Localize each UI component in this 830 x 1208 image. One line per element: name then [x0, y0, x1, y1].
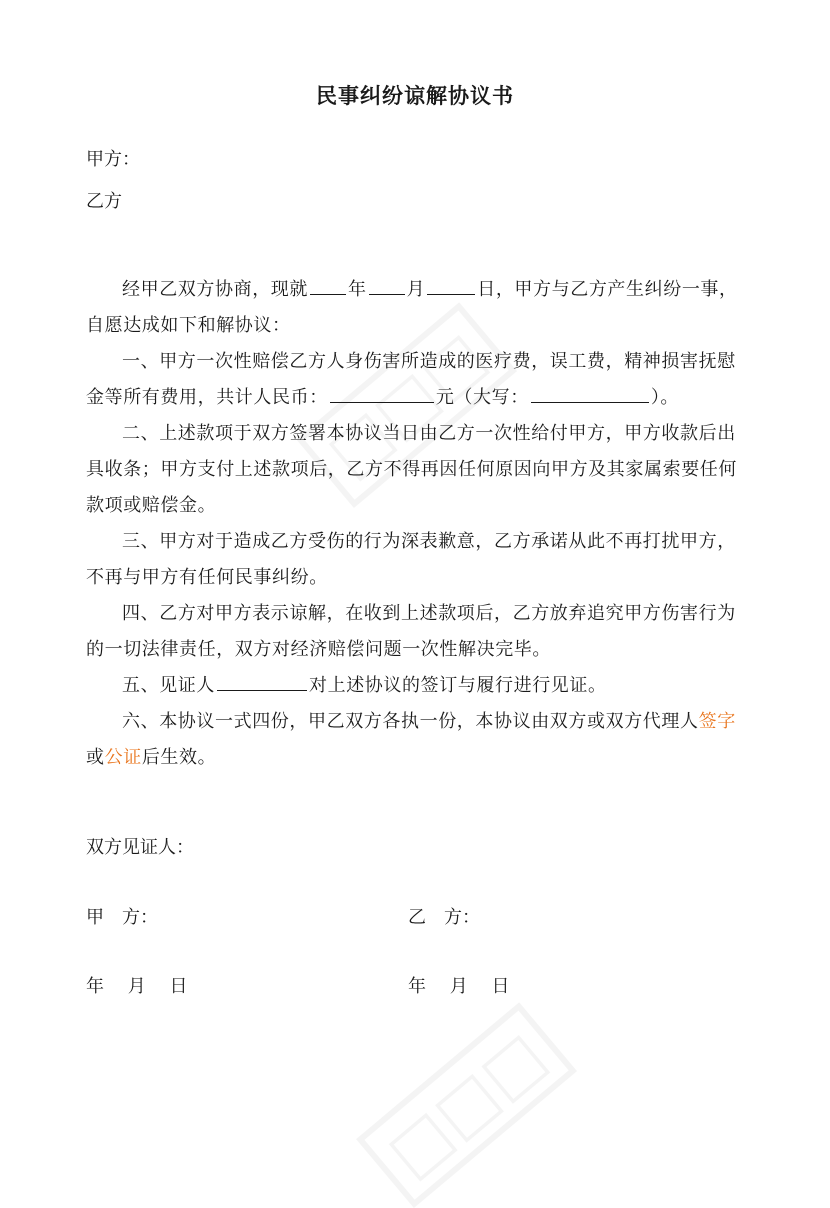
clause-3: 三、甲方对于造成乙方受伤的行为深表歉意，乙方承诺从此不再打扰甲方，不再与甲方有任何民事纠纷。: [86, 531, 736, 588]
clause-5-text: 五、见证人: [122, 675, 215, 696]
witness-label: 双方见证人：: [86, 837, 194, 858]
amount-uppercase-blank[interactable]: [531, 384, 649, 403]
clause-1-text: 一、甲方一次性赔偿乙方人身伤害所造成的医疗费，误工费，精神损害抚慰金等所有费用，共计人民币：: [86, 351, 736, 408]
party-a-label: 甲方：: [86, 149, 140, 170]
party-a-signature-label: 甲 方：: [86, 907, 158, 928]
clause-6-text-end: 后生效。: [141, 747, 217, 768]
year-blank[interactable]: [310, 276, 346, 295]
clause-6-or: 或: [86, 747, 105, 768]
clause-6: [86, 704, 746, 776]
clause-1: [86, 344, 746, 416]
clause-5: [86, 668, 746, 704]
watermark-graphic: [356, 1002, 577, 1208]
party-b-signature-label: 乙 方：: [408, 907, 480, 928]
month-blank[interactable]: [369, 276, 405, 295]
party-b-label: 乙方: [86, 191, 122, 212]
amount-blank[interactable]: [330, 384, 434, 403]
clause-2: 二、上述款项于双方签署本协议当日由乙方一次性给付甲方，甲方收款后出具收条；甲方支付上述款项后，乙方不得再因任何原因向甲方及其家属索要任何款项或赔偿金。: [86, 423, 737, 516]
intro-text: 经甲乙双方协商，现就: [122, 279, 308, 300]
clause-4: 四、乙方对甲方表示谅解，在收到上述款项后，乙方放弃追究甲方伤害行为的一切法律责任，双方对经济赔偿问题一次性解决完毕。: [86, 603, 736, 660]
day-blank[interactable]: [427, 276, 475, 295]
clause-5-text-end: 对上述协议的签订与履行进行见证。: [309, 675, 607, 696]
clause-1-end: ）。: [650, 387, 680, 408]
month-label: 月: [406, 279, 426, 300]
party-b-date: 年 月 日: [408, 976, 510, 997]
notary-link[interactable]: 公证: [104, 747, 142, 768]
document-title: 民事纠纷谅解协议书: [316, 83, 514, 108]
day-label: 日，甲方与乙方产生纠纷一事，: [477, 279, 738, 300]
clause-6-text: 六、本协议一式四份，甲乙双方各执一份，本协议由双方或双方代理人: [122, 711, 699, 732]
party-a-date: 年 月 日: [86, 976, 188, 997]
witness-blank[interactable]: [217, 672, 307, 691]
year-label: 年: [348, 279, 367, 300]
sign-link[interactable]: 签字: [698, 711, 736, 732]
intro-paragraph: [86, 272, 746, 308]
clause-1-uppercase-label: 元（大写：: [435, 387, 529, 408]
intro-paragraph-cont: 自愿达成如下和解协议：: [86, 315, 291, 336]
agreement-body: [86, 272, 746, 776]
